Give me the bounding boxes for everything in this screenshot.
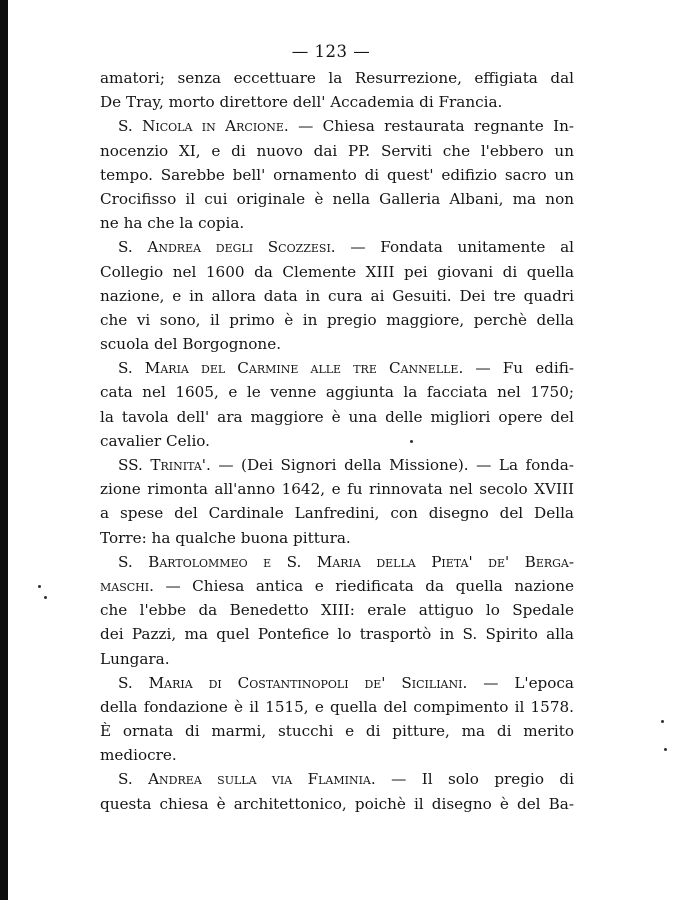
text-line — [100, 356, 574, 380]
scan-edge — [0, 0, 8, 900]
text-line: che l'ebbe da Benedetto XIII: erale attiguo lo Spedale — [100, 601, 574, 620]
text-line: scuola del Borgognone. — [100, 335, 282, 354]
scan-speck — [44, 596, 47, 599]
entry-text: — L'epoca — [467, 673, 574, 692]
text-line: a spese del Cardinale Lanfredini, con disegno del Della — [100, 504, 574, 523]
entry-text: — Chiesa antica e riedificata da quella nazione — [153, 576, 574, 595]
text-line — [100, 235, 574, 259]
entry-heading: SS. Trinita'. — [118, 456, 211, 474]
text-line: tempo. Sarebbe bell' ornamento di quest' edifizio sacro un — [100, 165, 574, 184]
entry-heading: S. Nicola in Arcione. — [118, 117, 289, 136]
text-line: nocenzio XI, e di nuovo dai PP. Serviti che l'ebbero un — [100, 141, 574, 160]
book-page — [100, 42, 574, 816]
entry-text: — (Dei Signori della Missione). — La fonda- — [210, 456, 574, 474]
entry-heading: S. Andrea sulla via Flaminia. — [118, 770, 376, 789]
text-line: dei Pazzi, ma quel Pontefice lo trasportò in S. Spirito alla — [100, 625, 574, 644]
text-line: Collegio nel 1600 da Clemente XIII pei giovani di quella — [100, 262, 574, 281]
text-line: la tavola dell' ara maggiore è una delle migliori opere del — [100, 407, 574, 426]
text-line — [100, 671, 574, 695]
text-line: nazione, e in allora data in cura ai Gesuiti. Dei tre quadri — [100, 286, 574, 305]
text-line: Torre: ha qualche buona pittura. — [100, 528, 351, 547]
text-line — [100, 114, 574, 138]
text-line: questa chiesa è architettonico, poichè il disegno è del Ba- — [100, 794, 574, 813]
text-line: che vi sono, il primo è in pregio maggiore, perchè della — [100, 310, 574, 329]
scan-speck — [664, 748, 667, 751]
text-line: ne ha che la copia. — [100, 214, 245, 233]
text-line: cata nel 1605, e le venne aggiunta la facciata nel 1750; — [100, 383, 574, 402]
entry-text: — Fondata unitamente al — [335, 238, 574, 257]
text-line: della fondazione è il 1515, e quella del compimento il 1578. — [100, 697, 574, 716]
entry-text: — Chiesa restaurata regnante In- — [288, 117, 574, 136]
entry-heading: S. Maria di Costantinopoli de' Siciliani. — [118, 673, 468, 692]
text-line: zione rimonta all'anno 1642, e fu rinnovata nel secolo XVIII — [100, 480, 574, 499]
entry-heading: S. Maria del Carmine alle tre Cannelle. — [118, 359, 464, 378]
text-line: Crocifisso il cui originale è nella Galleria Albani, ma non — [100, 189, 574, 208]
entry-heading: S. Bartolommeo e S. Maria della Pieta' de' Berga- — [118, 552, 574, 571]
entry-text: — Il solo pregio di — [375, 770, 574, 789]
text-line: mediocre. — [100, 746, 177, 765]
text-line: È ornata di marmi, stucchi e di pitture, ma di merito — [100, 722, 574, 741]
text-line — [100, 550, 574, 574]
entry-heading: S. Andrea degli Scozzesi. — [118, 238, 336, 257]
entry-heading: maschi. — [100, 576, 154, 595]
text-line: Lungara. — [100, 649, 170, 668]
text-line: amatori; senza eccettuare la Resurrezione, effigiata dal — [100, 69, 574, 87]
text-line — [100, 574, 574, 598]
page-number: — 123 — — [291, 42, 371, 61]
text-line — [100, 453, 574, 477]
text-line — [100, 767, 574, 791]
text-line: De Tray, morto direttore dell' Accademia di Francia. — [100, 93, 503, 112]
entry-text: — Fu edifi- — [463, 359, 574, 378]
scan-speck — [38, 585, 41, 588]
text-line: cavalier Celio. — [100, 431, 211, 450]
body-text — [100, 66, 574, 816]
scan-speck — [661, 720, 664, 723]
